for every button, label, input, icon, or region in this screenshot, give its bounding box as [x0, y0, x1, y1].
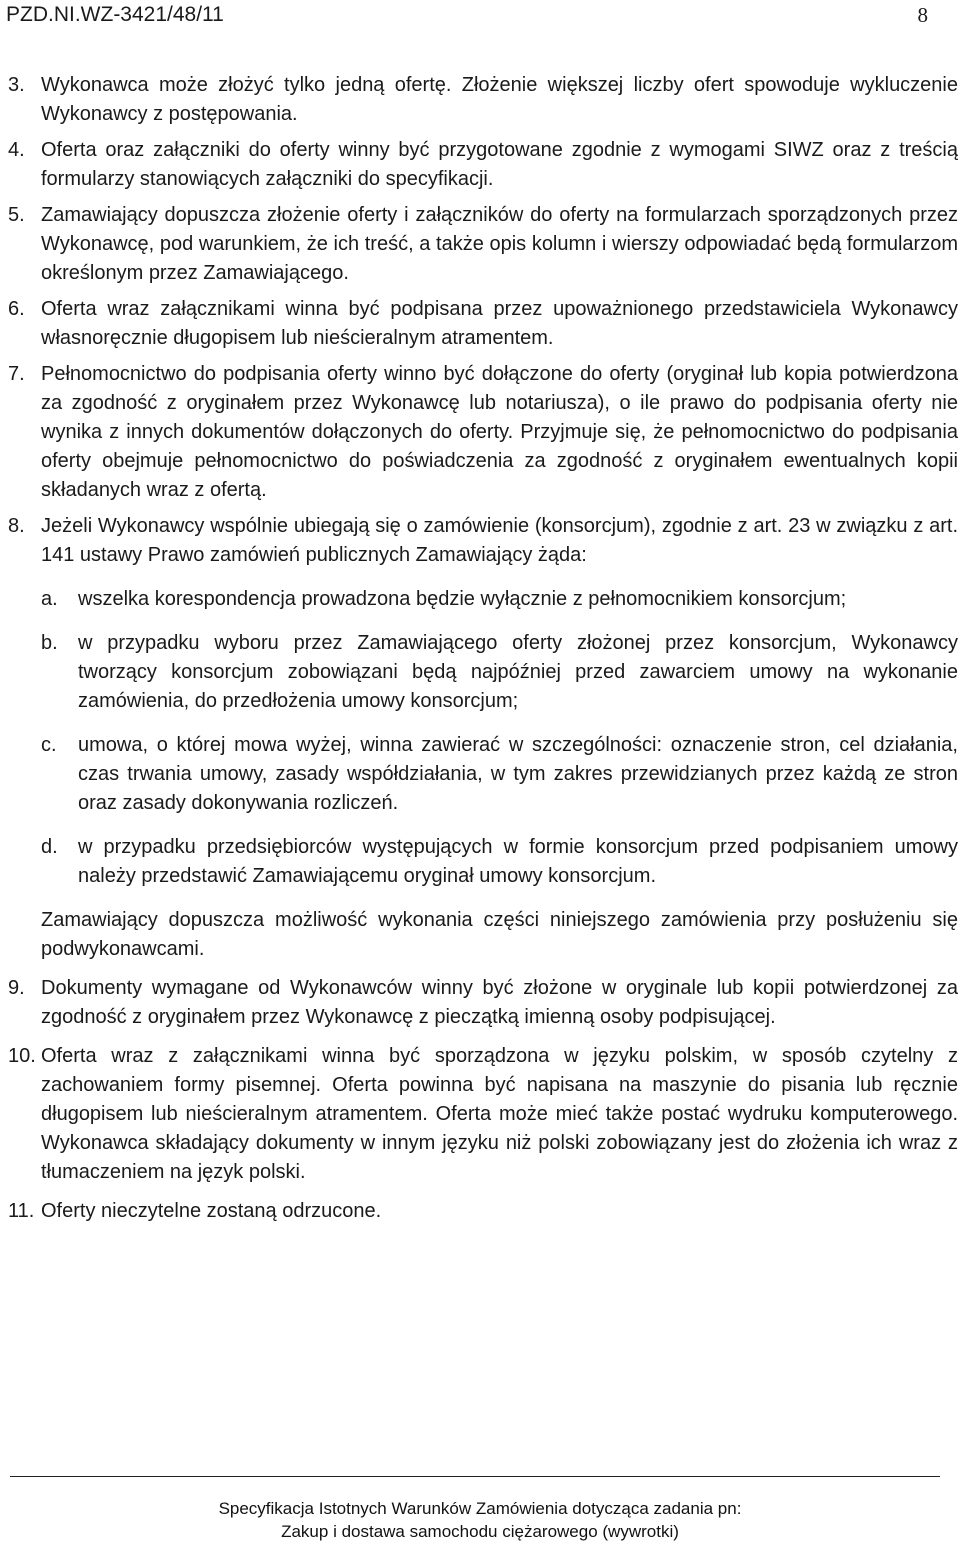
item-text: Zamawiający dopuszcza złożenie oferty i załączników do oferty na formularzach sporządzonych przez Wykonawcę, pod warunkiem, że ich treść, a także opis kolumn i wierszy odpowiadać będą formularzom określonym przez Zamawiającego.: [41, 204, 958, 284]
sublist-text: w przypadku przedsiębiorców występujących w formie konsorcjum przed podpisaniem umowy należy przedstawić Zamawiającemu oryginał umowy konsorcjum.: [78, 836, 958, 887]
item-number: 4.: [8, 139, 25, 161]
footer-divider: [10, 1476, 940, 1477]
sublist-letter: a.: [41, 588, 58, 610]
footer-line-1: Specyfikacja Istotnych Warunków Zamówienia dotycząca zadania pn:: [218, 1499, 742, 1518]
sublist-text: wszelka korespondencja prowadzona będzie wyłącznie z pełnomocnikiem konsorcjum;: [78, 588, 847, 610]
document-reference: PZD.NI.WZ-3421/48/11: [6, 3, 224, 26]
item-number: 11.: [8, 1200, 35, 1222]
sublist-item-a: [41, 585, 958, 614]
sublist-item-c: [41, 731, 958, 818]
list-item-9: [8, 974, 958, 1032]
subcontractor-note: Zamawiający dopuszcza możliwość wykonania części niniejszego zamówienia przy posłużeniu się podwykonawcami.: [41, 909, 958, 960]
list-item-11: [8, 1197, 958, 1226]
item-number: 7.: [8, 363, 25, 385]
list-item-7: [8, 360, 958, 505]
sublist-letter: c.: [41, 734, 57, 756]
item-number: 6.: [8, 298, 25, 320]
list-item-5: [8, 201, 958, 288]
page-number: 8: [917, 3, 928, 27]
item-text: Dokumenty wymagane od Wykonawców winny być złożone w oryginale lub kopii potwierdzonej za zgodność z oryginałem przez Wykonawcę z pieczątką imienną osoby podpisującej.: [41, 977, 958, 1028]
document-body: [8, 71, 958, 1226]
sublist-item-b: [41, 629, 958, 716]
list-item-3: [8, 71, 958, 129]
item-number: 8.: [8, 515, 25, 537]
item-text: Oferta wraz z załącznikami winna być sporządzona w języku polskim, w sposób czytelny z zachowaniem formy pisemnej. Oferta powinna być napisana na maszynie do pisania lub ręcznie długopisem lub nieścieralnym atramentem. Oferta może mieć także postać wydruku komputerowego. Wykonawca składający dokumenty w innym języku niż polski zobowiązany jest do złożenia ich wraz z tłumaczeniem na język polski.: [41, 1045, 958, 1183]
item-text: Oferta oraz załączniki do oferty winny być przygotowane zgodnie z wymogami SIWZ oraz z treścią formularzy stanowiących załączniki do specyfikacji.: [41, 139, 958, 190]
list-item-4: [8, 136, 958, 194]
list-item-8: [8, 512, 958, 570]
sublist-text: umowa, o której mowa wyżej, winna zawierać w szczególności: oznaczenie stron, cel działania, czas trwania umowy, zasady współdziałania, w tym zakres przewidzianych przez każdą ze stron oraz zasady dokonywania rozliczeń.: [78, 734, 958, 814]
list-item-6: [8, 295, 958, 353]
item-text: Oferta wraz załącznikami winna być podpisana przez upoważnionego przedstawiciela Wykonawcy własnoręcznie długopisem lub nieścieralnym atramentem.: [41, 298, 958, 349]
item-number: 9.: [8, 977, 25, 999]
footer-line-2: Zakup i dostawa samochodu ciężarowego (wywrotki): [281, 1522, 679, 1541]
item-number: 5.: [8, 204, 25, 226]
page-footer: [0, 1497, 960, 1543]
item-text: Wykonawca może złożyć tylko jedną ofertę. Złożenie większej liczby ofert spowoduje wykluczenie Wykonawcy z postępowania.: [41, 74, 958, 125]
sublist-item-d: [41, 833, 958, 891]
item-text: Jeżeli Wykonawcy wspólnie ubiegają się o zamówienie (konsorcjum), zgodnie z art. 23 w związku z art. 141 ustawy Prawo zamówień publicznych Zamawiający żąda:: [41, 515, 958, 566]
sublist-letter: d.: [41, 836, 58, 858]
sublist-letter: b.: [41, 632, 58, 654]
item-text: Pełnomocnictwo do podpisania oferty winno być dołączone do oferty (oryginał lub kopia potwierdzona za zgodność z oryginałem przez Wykonawcę lub notariusza), o ile prawo do podpisania oferty nie wynika z innych dokumentów dołączonych do oferty. Przyjmuje się, że pełnomocnictwo do podpisania oferty obejmuje pełnomocnictwo do poświadczenia za zgodność z oryginałem ewentualnych kopii składanych wraz z ofertą.: [41, 363, 958, 501]
item-text: Oferty nieczytelne zostaną odrzucone.: [41, 1200, 382, 1222]
sublist-text: w przypadku wyboru przez Zamawiającego oferty złożonej przez konsorcjum, Wykonawcy tworzący konsorcjum zobowiązani będą najpóźniej przed zawarciem umowy na wykonanie zamówienia, do przedłożenia umowy konsorcjum;: [78, 632, 958, 712]
item-number: 3.: [8, 74, 25, 96]
item-number: 10.: [8, 1045, 36, 1067]
list-item-10: [8, 1042, 958, 1187]
